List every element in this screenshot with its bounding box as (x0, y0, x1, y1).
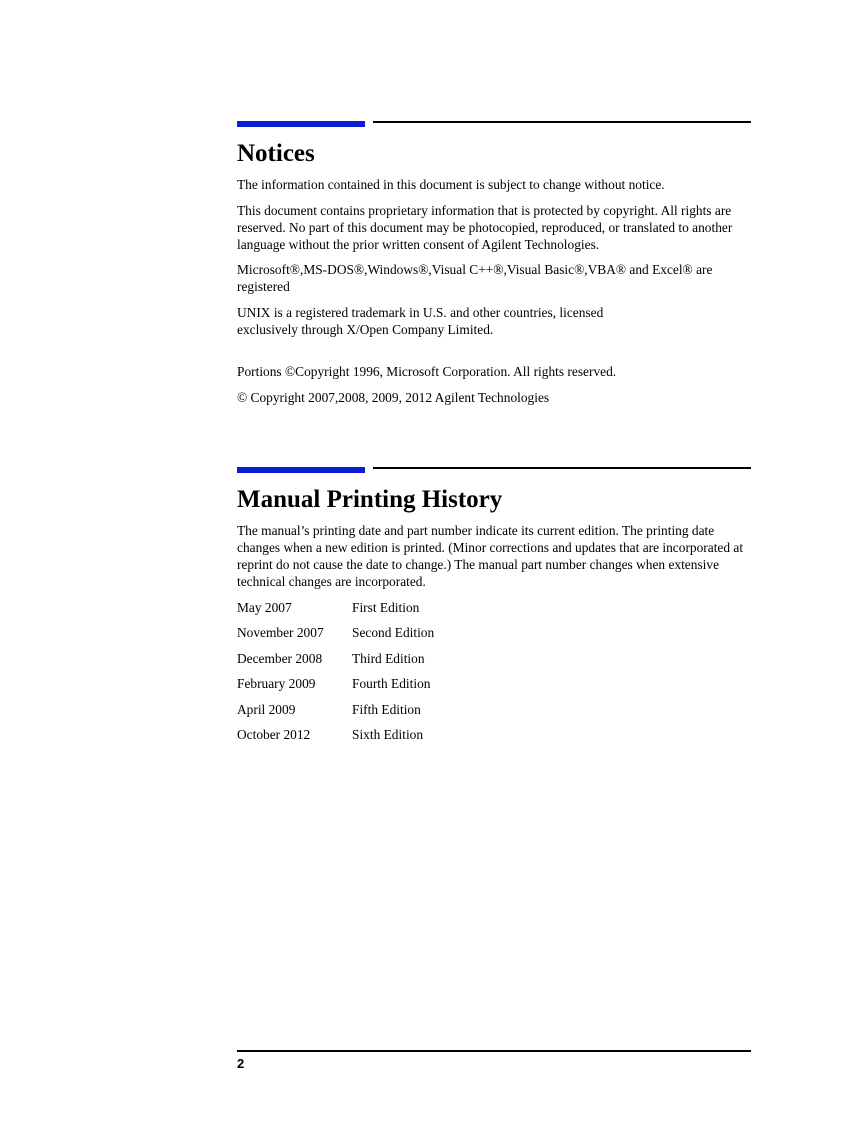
edition-name: Second Edition (352, 625, 435, 640)
edition-date: October 2012 (237, 727, 311, 742)
edition-row (237, 599, 637, 616)
notices-heading: Notices (237, 140, 315, 167)
edition-row (237, 624, 637, 641)
history-heading: Manual Printing History (237, 486, 503, 513)
edition-date: November 2007 (237, 625, 324, 640)
edition-row (237, 701, 637, 718)
edition-name: Sixth Edition (352, 727, 424, 742)
notices-paragraph-change: The information contained in this document is subject to change without notice. (237, 177, 665, 192)
edition-date: April 2009 (237, 702, 296, 717)
history-intro-paragraph: The manual’s printing date and part number indicate its current edition. The printing date changes when a new edition is printed. (Minor corrections and updates that are incorporated at reprint do not cause the date to change.) The manual part number changes when extensive technical changes are incorporated. (237, 523, 744, 589)
edition-name: Fifth Edition (352, 702, 421, 717)
footer-rule (237, 1050, 751, 1052)
edition-date: February 2009 (237, 676, 316, 691)
edition-name: Third Edition (352, 651, 425, 666)
edition-name: Fourth Edition (352, 676, 431, 691)
history-section-rule (237, 467, 751, 475)
notices-paragraph-copyright: This document contains proprietary information that is protected by copyright. All rights are reserved. No part of this document may be photocopied, reproduced, or translated to another language without the prior written consent of Agilent Technologies. (237, 203, 733, 252)
edition-name: First Edition (352, 600, 420, 615)
page-number: 2 (237, 1056, 245, 1071)
edition-date: December 2008 (237, 651, 323, 666)
notices-paragraph-trademarks: Microsoft®,MS-DOS®,Windows®,Visual C++®,Visual Basic®,VBA® and Excel® are registered (237, 262, 713, 294)
edition-row (237, 650, 637, 667)
edition-date: May 2007 (237, 600, 292, 615)
notices-section-rule (237, 121, 751, 129)
blue-accent-bar (237, 467, 365, 473)
black-divider-line (373, 121, 751, 123)
notices-paragraph-agilent-copyright: © Copyright 2007,2008, 2009, 2012 Agilent Technologies (237, 390, 550, 405)
notices-paragraph-unix: UNIX is a registered trademark in U.S. and other countries, licensed exclusively through X/Open Company Limited. (237, 305, 604, 337)
black-divider-line (373, 467, 751, 469)
blue-accent-bar (237, 121, 365, 127)
edition-row (237, 675, 637, 692)
edition-row (237, 726, 637, 743)
notices-paragraph-portions: Portions ©Copyright 1996, Microsoft Corporation. All rights reserved. (237, 364, 617, 379)
